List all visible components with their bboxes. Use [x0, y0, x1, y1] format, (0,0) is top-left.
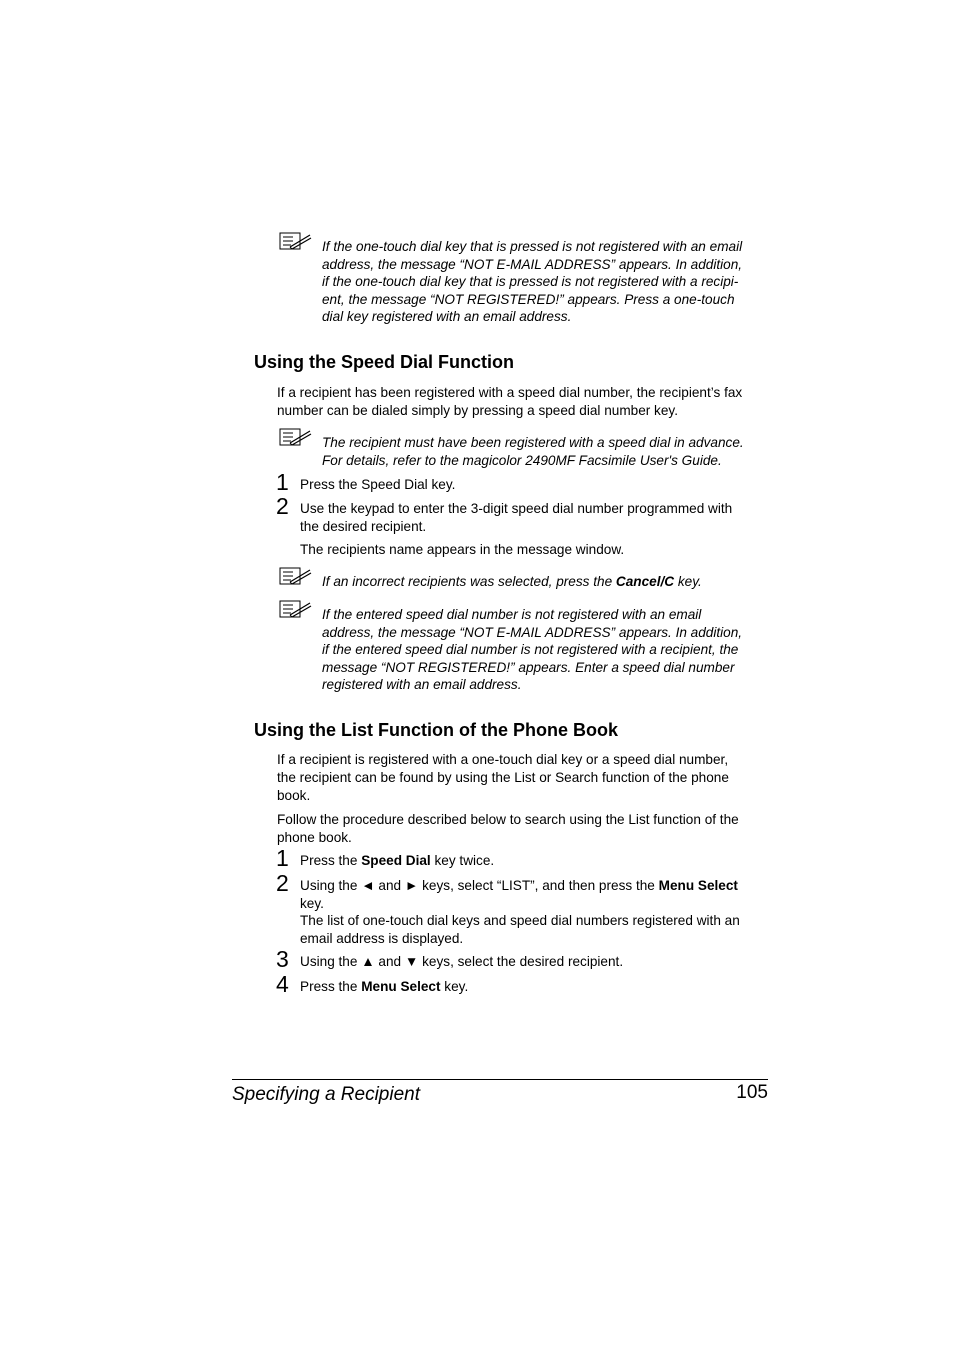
para-line: book.: [277, 787, 311, 803]
speed-dial-intro: [277, 384, 742, 420]
note-icon: [279, 232, 313, 252]
note-icon: [279, 428, 313, 448]
note-icon: [279, 567, 313, 587]
step-text: Using the ▲ and ▼ keys, select the desired recipient.: [300, 954, 624, 969]
note-unregistered-speed-dial: [322, 606, 772, 694]
footer-rule: [232, 1079, 768, 1080]
note-line: message “NOT REGISTERED!” appears. Enter a speed dial number: [322, 659, 735, 675]
step-text-part: Press the: [300, 979, 362, 994]
footer-title: Specifying a Recipient: [232, 1084, 420, 1105]
para-line: If a recipient is registered with a one-touch dial key or a speed dial number,: [277, 752, 729, 767]
note-line: The recipient must have been registered with a speed dial in advance.: [322, 435, 744, 450]
note-line: address, the message “NOT E-MAIL ADDRESS” appears. In addition,: [322, 624, 743, 640]
section-heading-list-function: Using the List Function of the Phone Book: [254, 720, 618, 740]
key-name: Menu Select: [658, 878, 738, 893]
note-line: if the entered speed dial number is not registered with a recipient, the: [322, 642, 739, 658]
list-intro: [277, 751, 729, 804]
step-result-line: The list of one-touch dial keys and speed dial numbers registered with an: [300, 913, 740, 928]
step-text: Press the Speed Dial key.: [300, 477, 456, 492]
step-line: Use the keypad to enter the 3-digit speed dial number programmed with: [300, 501, 733, 516]
step-line: the desired recipient.: [300, 518, 427, 534]
step-number: 1: [276, 845, 289, 871]
step-text: [300, 978, 468, 996]
step-text-part: key.: [440, 979, 469, 994]
key-name: Cancel/C: [615, 574, 675, 589]
note-text: key.: [674, 574, 702, 589]
list-intro-2: [277, 811, 739, 847]
step-text: [300, 500, 732, 535]
step-text-part: Using the ◄ and ► keys, select “LIST”, and then press the: [300, 878, 659, 893]
step-result: The recipients name appears in the message window.: [300, 542, 625, 557]
note-text: If an incorrect recipients was selected, press the: [322, 574, 616, 589]
step-number: 3: [276, 946, 289, 972]
note-line: registered with an email address.: [322, 677, 522, 693]
note-line: if the one-touch dial key that is pressed is not registered with a recipi-: [322, 274, 739, 290]
key-name: Speed Dial: [361, 853, 431, 868]
step-text: [300, 877, 740, 947]
para-line: Follow the procedure described below to search using the List function of the: [277, 812, 739, 827]
para-line: number can be dialed simply by pressing a speed dial number key.: [277, 402, 678, 418]
note-line: If the one-touch dial key that is pressed is not registered with an email: [322, 239, 743, 254]
step-number: 1: [276, 469, 289, 495]
note-line: dial key registered with an email address.: [322, 309, 572, 325]
note-cancel: [322, 573, 772, 591]
note-line: If the entered speed dial number is not registered with an email: [322, 607, 702, 622]
note-unregistered-one-touch: [322, 238, 772, 326]
step-text: [300, 852, 494, 870]
page-number: 105: [736, 1082, 768, 1103]
para-line: If a recipient has been registered with a speed dial number, the recipient’s fax: [277, 385, 743, 400]
para-line: the recipient can be found by using the List or Search function of the phone: [277, 769, 729, 785]
step-result-line: email address is displayed.: [300, 930, 464, 946]
key-name: Menu Select: [361, 979, 441, 994]
section-heading-speed-dial: Using the Speed Dial Function: [254, 352, 515, 372]
step-text-part: key twice.: [430, 853, 495, 868]
note-speed-dial-prereq: [322, 434, 772, 469]
para-line: phone book.: [277, 829, 352, 845]
step-number: 2: [276, 870, 289, 896]
note-line: address, the message “NOT E-MAIL ADDRESS” appears. In addition,: [322, 256, 743, 272]
note-icon: [279, 600, 313, 620]
step-text-part: key.: [300, 895, 324, 911]
step-number: 2: [276, 493, 289, 519]
note-line: For details, refer to the magicolor 2490MF Facsimile User's Guide.: [322, 452, 722, 468]
step-number: 4: [276, 971, 289, 997]
note-line: ent, the message “NOT REGISTERED!” appears. Press a one-touch: [322, 291, 735, 307]
step-text-part: Press the: [300, 853, 362, 868]
